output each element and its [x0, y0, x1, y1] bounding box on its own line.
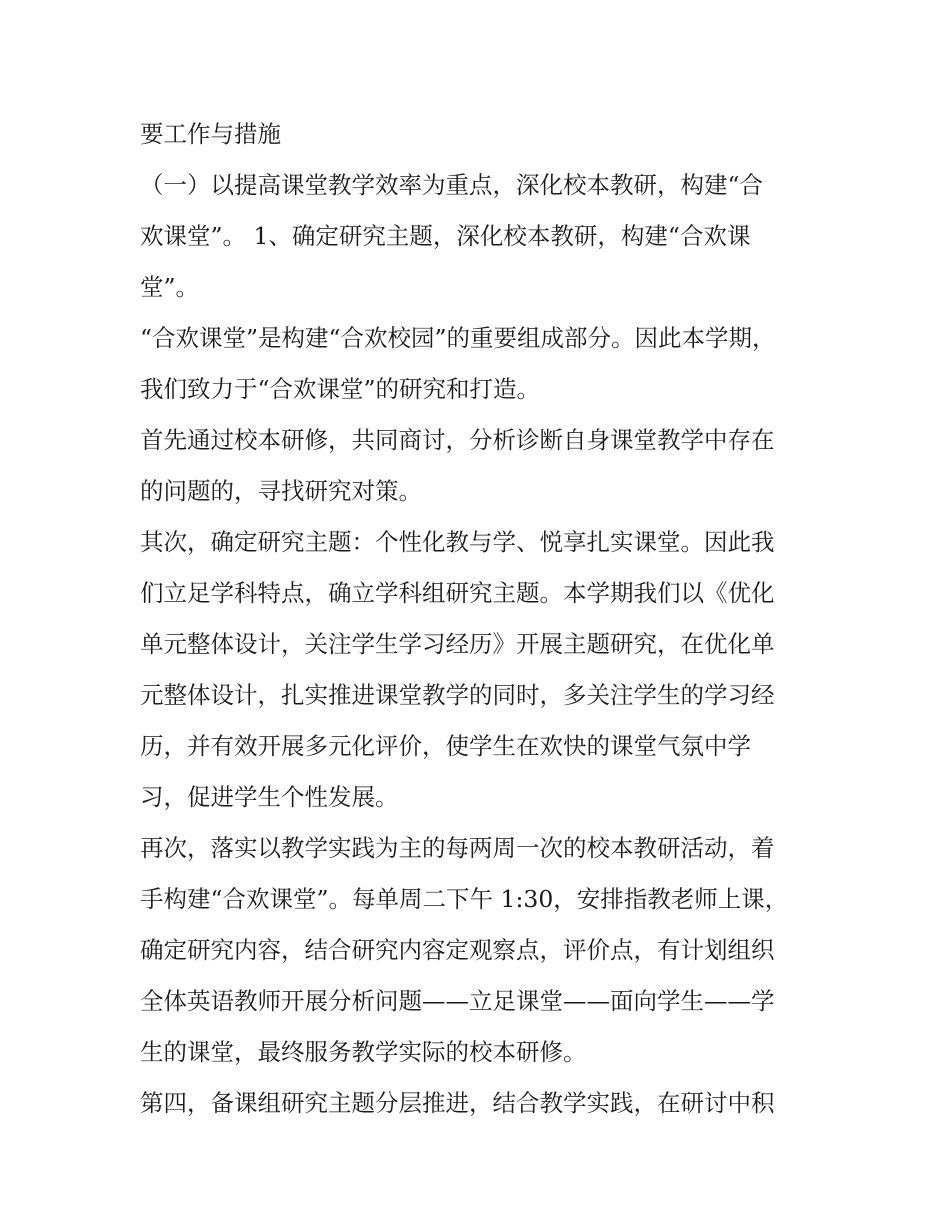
text-line: 全体英语教师开展分析问题——立足课堂——面向学生——学 [140, 987, 775, 1015]
text-line: 单元整体设计，关注学生学习经历》开展主题研究，在优化单 [140, 630, 775, 658]
text-line: 我们致力于“合欢课堂”的研究和打造。 [140, 375, 541, 403]
text-line: 手构建“合欢课堂”。每单周二下午 1:30，安排指教老师上课， [140, 885, 789, 913]
text-line: 确定研究内容，结合研究内容定观察点，评价点，有计划组织 [140, 936, 775, 964]
text-line: 生的课堂，最终服务教学实际的校本研修。 [140, 1038, 587, 1066]
text-line: 第四，备课组研究主题分层推进，结合教学实践，在研讨中积 [140, 1089, 775, 1117]
text-line: （一）以提高课堂教学效率为重点，深化校本教研，构建“合 [140, 171, 764, 199]
text-line: 再次，落实以教学实践为主的每两周一次的校本教研活动，着 [140, 834, 775, 862]
text-line: 的问题的，寻找研究对策。 [140, 477, 422, 505]
text-line: 元整体设计，扎实推进课堂教学的同时，多关注学生的学习经 [140, 681, 775, 709]
text-line: “合欢课堂”是构建“合欢校园”的重要组成部分。因此本学期， [140, 324, 776, 352]
text-line: 首先通过校本研修，共同商讨，分析诊断自身课堂教学中存在 [140, 426, 775, 454]
text-line: 其次，确定研究主题：个性化教与学、悦享扎实课堂。因此我 [140, 528, 775, 556]
text-line: 堂”。 [140, 273, 200, 301]
text-line: 历，并有效开展多元化评价，使学生在欢快的课堂气氛中学 [140, 732, 751, 760]
text-line: 们立足学科特点，确立学科组研究主题。本学期我们以《优化 [140, 579, 775, 607]
text-line: 要工作与措施 [140, 120, 281, 148]
text-line: 习，促进学生个性发展。 [140, 783, 399, 811]
text-line: 欢课堂”。 1、确定研究主题，深化校本教研，构建“合欢课 [140, 222, 751, 250]
document-body [140, 109, 820, 1129]
